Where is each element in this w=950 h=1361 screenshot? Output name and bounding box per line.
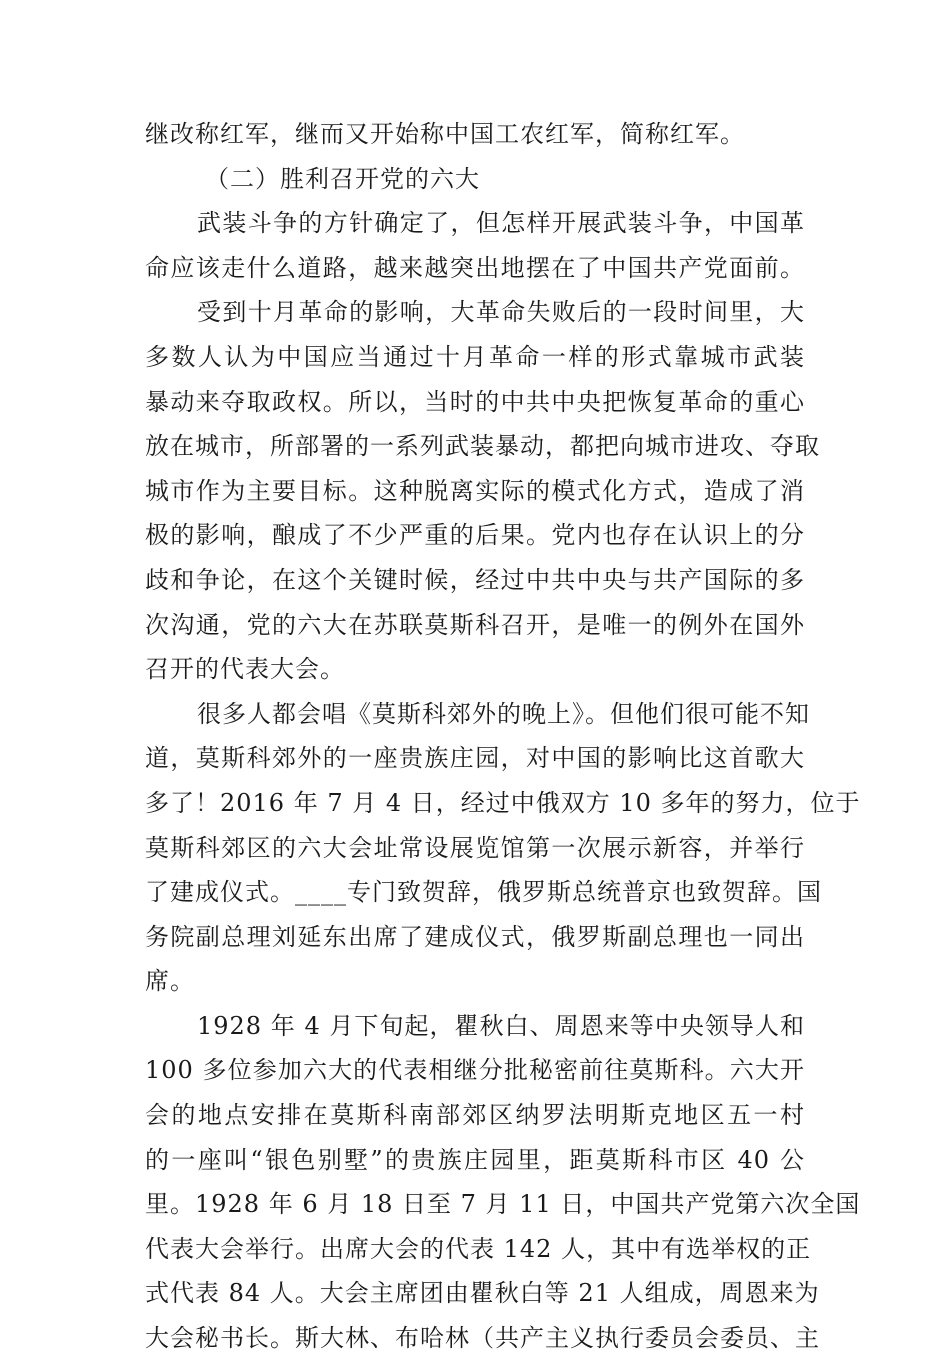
paragraph-line: 1928 年 4 月下旬起，瞿秋白、周恩来等中央领导人和 bbox=[197, 1011, 805, 1040]
paragraph-line: 代表大会举行。出席大会的代表 142 人，其中有选举权的正 bbox=[145, 1234, 812, 1263]
paragraph-line: 受到十月革命的影响，大革命失败后的一段时间里，大 bbox=[197, 298, 805, 327]
paragraph-line: 多了！2016 年 7 月 4 日，经过中俄双方 10 多年的努力，位于 bbox=[145, 788, 861, 817]
paragraph-line: 歧和争论，在这个关键时候，经过中共中央与共产国际的多 bbox=[145, 565, 805, 594]
paragraph-line: 道，莫斯科郊外的一座贵族庄园，对中国的影响比这首歌大 bbox=[145, 744, 805, 773]
section-heading: （二）胜利召开党的六大 bbox=[205, 164, 480, 193]
document-body bbox=[145, 112, 861, 1361]
paragraph-line: 继改称红军，继而又开始称中国工农红军，简称红军。 bbox=[145, 120, 745, 148]
paragraph-line: 席。 bbox=[145, 967, 195, 996]
paragraph-line: 很多人都会唱《莫斯科郊外的晚上》。但他们很可能不知 bbox=[197, 699, 810, 728]
paragraph-line: 务院副总理刘延东出席了建成仪式，俄罗斯副总理也一同出 bbox=[145, 922, 805, 951]
paragraph-line: 了建成仪式。____专门致贺辞，俄罗斯总统普京也致贺辞。国 bbox=[145, 878, 822, 907]
paragraph-line: 武装斗争的方针确定了，但怎样开展武装斗争，中国革 bbox=[197, 209, 805, 238]
paragraph-line: 大会秘书长。斯大林、布哈林（共产主义执行委员会委员、主 bbox=[145, 1324, 820, 1353]
paragraph-line: 次沟通，党的六大在苏联莫斯科召开，是唯一的例外在国外 bbox=[145, 610, 805, 639]
paragraph-line: 暴动来夺取政权。所以，当时的中共中央把恢复革命的重心 bbox=[145, 387, 805, 416]
paragraph-line: 会的地点安排在莫斯科南部郊区纳罗法明斯克地区五一村 bbox=[145, 1101, 805, 1130]
paragraph-line: 放在城市，所部署的一系列武装暴动，都把向城市进攻、夺取 bbox=[145, 432, 820, 461]
paragraph-line: 100 多位参加六大的代表相继分批秘密前往莫斯科。六大开 bbox=[145, 1056, 805, 1085]
paragraph-line: 城市作为主要目标。这种脱离实际的模式化方式，造成了消 bbox=[145, 476, 805, 505]
paragraph-line: 的一座叫“银色别墅”的贵族庄园里，距莫斯科市区 40 公 bbox=[145, 1145, 805, 1174]
paragraph-line: 莫斯科郊区的六大会址常设展览馆第一次展示新容，并举行 bbox=[145, 833, 805, 862]
paragraph-line: 多数人认为中国应当通过十月革命一样的形式靠城市武装 bbox=[145, 342, 805, 371]
paragraph-line: 极的影响，酿成了不少严重的后果。党内也存在认识上的分 bbox=[145, 521, 805, 550]
paragraph-line: 召开的代表大会。 bbox=[145, 655, 345, 684]
paragraph-line: 里。1928 年 6 月 18 日至 7 月 11 日，中国共产党第六次全国 bbox=[145, 1190, 861, 1219]
paragraph-line: 命应该走什么道路，越来越突出地摆在了中国共产党面前。 bbox=[145, 253, 805, 282]
paragraph-line: 式代表 84 人。大会主席团由瞿秋白等 21 人组成，周恩来为 bbox=[145, 1279, 820, 1308]
